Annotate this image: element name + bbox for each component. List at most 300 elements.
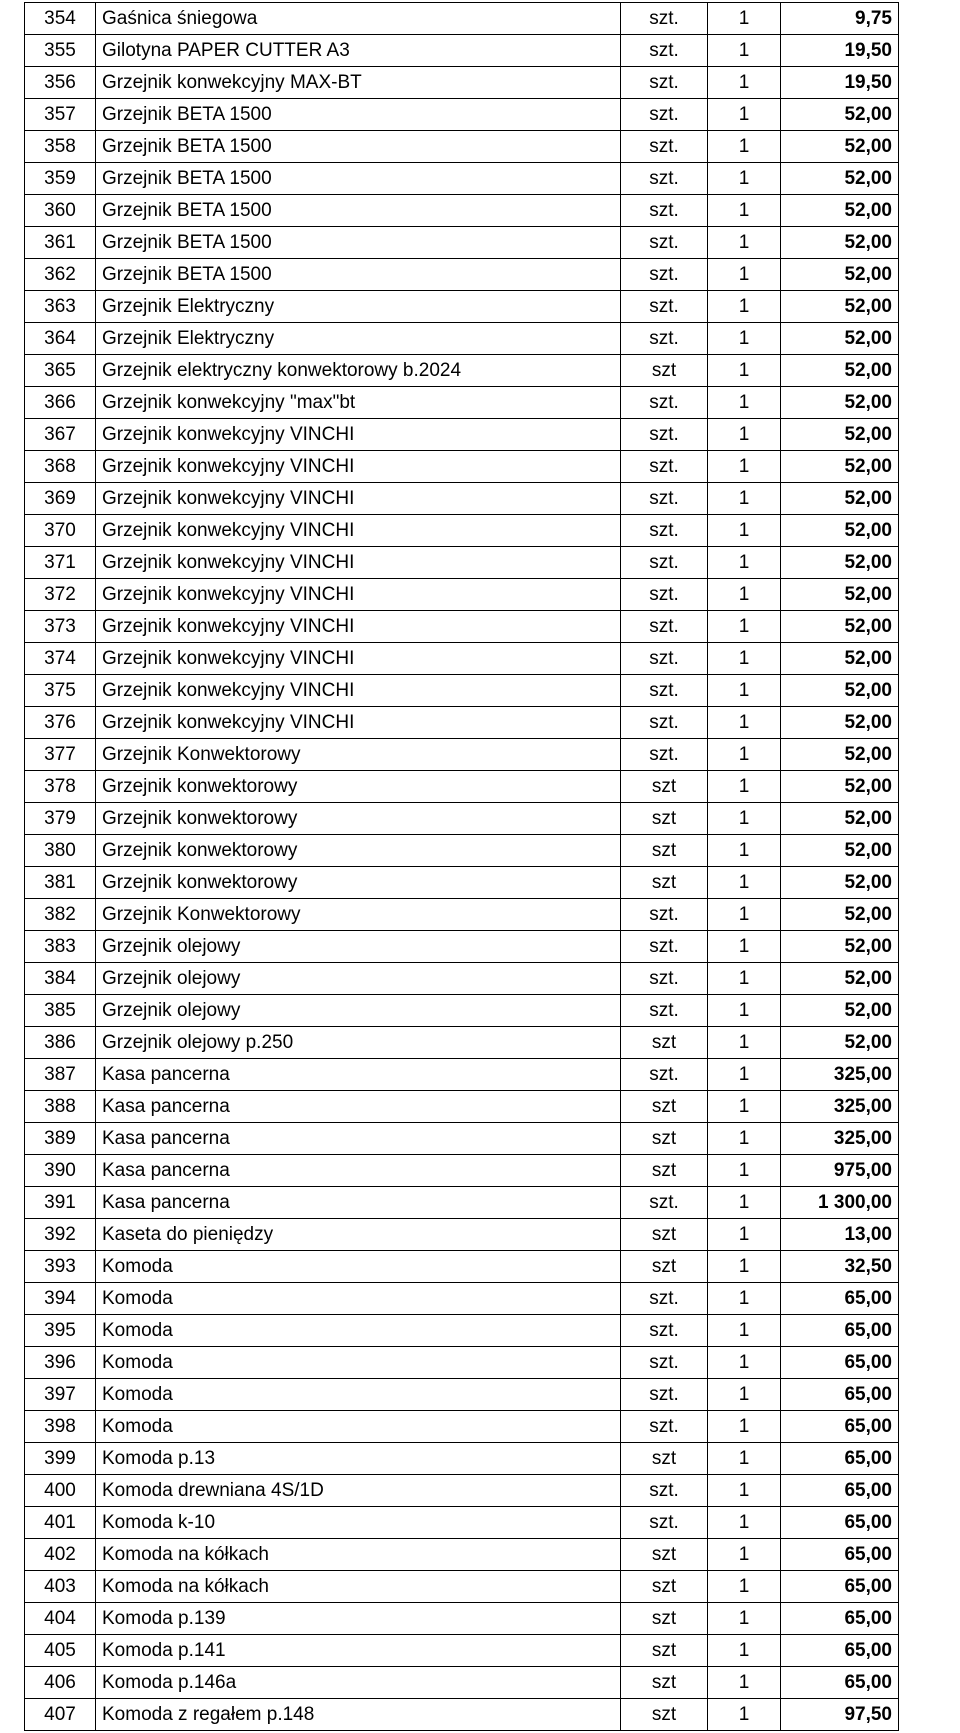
item-name: Grzejnik konwekcyjny VINCHI [96,707,621,739]
value-cell: 325,00 [781,1123,899,1155]
item-name: Grzejnik konwekcyjny "max"bt [96,387,621,419]
table-row [25,707,899,739]
value-cell: 52,00 [781,611,899,643]
item-name: Komoda p.139 [96,1603,621,1635]
row-number: 356 [25,67,96,99]
row-number: 393 [25,1251,96,1283]
unit-cell: szt. [621,451,708,483]
row-number: 361 [25,227,96,259]
row-number: 381 [25,867,96,899]
quantity-cell: 1 [708,1155,781,1187]
table-row [25,3,899,35]
item-name: Grzejnik konwekcyjny VINCHI [96,675,621,707]
table-row [25,547,899,579]
unit-cell: szt. [621,931,708,963]
row-number: 354 [25,3,96,35]
quantity-cell: 1 [708,835,781,867]
value-cell: 19,50 [781,67,899,99]
quantity-cell: 1 [708,771,781,803]
quantity-cell: 1 [708,3,781,35]
item-name: Komoda drewniana 4S/1D [96,1475,621,1507]
quantity-cell: 1 [708,739,781,771]
item-name: Gilotyna PAPER CUTTER A3 [96,35,621,67]
item-name: Grzejnik konwekcyjny MAX-BT [96,67,621,99]
row-number: 390 [25,1155,96,1187]
quantity-cell: 1 [708,323,781,355]
row-number: 371 [25,547,96,579]
quantity-cell: 1 [708,291,781,323]
quantity-cell: 1 [708,35,781,67]
quantity-cell: 1 [708,67,781,99]
row-number: 395 [25,1315,96,1347]
quantity-cell: 1 [708,707,781,739]
row-number: 397 [25,1379,96,1411]
item-name: Grzejnik konwekcyjny VINCHI [96,547,621,579]
quantity-cell: 1 [708,1539,781,1571]
item-name: Grzejnik elektryczny konwektorowy b.2024 [96,355,621,387]
table-row [25,483,899,515]
item-name: Komoda [96,1379,621,1411]
row-number: 374 [25,643,96,675]
table-row [25,1219,899,1251]
quantity-cell: 1 [708,1699,781,1731]
value-cell: 52,00 [781,867,899,899]
unit-cell: szt [621,835,708,867]
item-name: Grzejnik olejowy [96,995,621,1027]
value-cell: 52,00 [781,419,899,451]
quantity-cell: 1 [708,483,781,515]
item-name: Grzejnik konwekcyjny VINCHI [96,611,621,643]
value-cell: 52,00 [781,227,899,259]
quantity-cell: 1 [708,1443,781,1475]
row-number: 400 [25,1475,96,1507]
quantity-cell: 1 [708,1507,781,1539]
unit-cell: szt. [621,67,708,99]
row-number: 399 [25,1443,96,1475]
quantity-cell: 1 [708,515,781,547]
unit-cell: szt. [621,99,708,131]
unit-cell: szt [621,1539,708,1571]
value-cell: 97,50 [781,1699,899,1731]
unit-cell: szt. [621,1411,708,1443]
value-cell: 65,00 [781,1379,899,1411]
quantity-cell: 1 [708,195,781,227]
table-row [25,1571,899,1603]
unit-cell: szt [621,1571,708,1603]
value-cell: 52,00 [781,995,899,1027]
value-cell: 65,00 [781,1411,899,1443]
row-number: 369 [25,483,96,515]
table-row [25,867,899,899]
item-name: Komoda p.141 [96,1635,621,1667]
quantity-cell: 1 [708,1123,781,1155]
value-cell: 9,75 [781,3,899,35]
value-cell: 52,00 [781,291,899,323]
unit-cell: szt. [621,35,708,67]
quantity-cell: 1 [708,1347,781,1379]
value-cell: 13,00 [781,1219,899,1251]
table-row [25,1251,899,1283]
item-name: Grzejnik konwekcyjny VINCHI [96,643,621,675]
unit-cell: szt. [621,707,708,739]
row-number: 384 [25,963,96,995]
quantity-cell: 1 [708,1475,781,1507]
unit-cell: szt. [621,163,708,195]
item-name: Kasa pancerna [96,1123,621,1155]
table-row [25,1411,899,1443]
value-cell: 52,00 [781,739,899,771]
table-row [25,1283,899,1315]
item-name: Komoda p.146a [96,1667,621,1699]
quantity-cell: 1 [708,451,781,483]
quantity-cell: 1 [708,1251,781,1283]
value-cell: 52,00 [781,579,899,611]
item-name: Komoda [96,1347,621,1379]
value-cell: 52,00 [781,355,899,387]
unit-cell: szt [621,771,708,803]
table-row [25,515,899,547]
table-row [25,995,899,1027]
value-cell: 65,00 [781,1539,899,1571]
row-number: 375 [25,675,96,707]
item-name: Grzejnik konwekcyjny VINCHI [96,419,621,451]
quantity-cell: 1 [708,1411,781,1443]
quantity-cell: 1 [708,99,781,131]
unit-cell: szt [621,1667,708,1699]
value-cell: 52,00 [781,323,899,355]
unit-cell: szt. [621,483,708,515]
row-number: 385 [25,995,96,1027]
quantity-cell: 1 [708,1219,781,1251]
unit-cell: szt. [621,643,708,675]
item-name: Komoda na kółkach [96,1571,621,1603]
value-cell: 65,00 [781,1443,899,1475]
table-row [25,1091,899,1123]
row-number: 404 [25,1603,96,1635]
quantity-cell: 1 [708,675,781,707]
unit-cell: szt [621,1603,708,1635]
quantity-cell: 1 [708,163,781,195]
table-row [25,1059,899,1091]
value-cell: 52,00 [781,643,899,675]
table-row [25,1667,899,1699]
unit-cell: szt. [621,1283,708,1315]
table-row [25,259,899,291]
unit-cell: szt. [621,739,708,771]
unit-cell: szt. [621,419,708,451]
unit-cell: szt. [621,195,708,227]
value-cell: 52,00 [781,1027,899,1059]
item-name: Grzejnik BETA 1500 [96,195,621,227]
quantity-cell: 1 [708,1315,781,1347]
row-number: 394 [25,1283,96,1315]
table-row [25,387,899,419]
row-number: 388 [25,1091,96,1123]
item-name: Komoda k-10 [96,1507,621,1539]
row-number: 376 [25,707,96,739]
table-row [25,1507,899,1539]
item-name: Kasa pancerna [96,1187,621,1219]
item-name: Gaśnica śniegowa [96,3,621,35]
table-row [25,451,899,483]
quantity-cell: 1 [708,1635,781,1667]
unit-cell: szt. [621,3,708,35]
item-name: Kasa pancerna [96,1059,621,1091]
row-number: 382 [25,899,96,931]
item-name: Grzejnik konwektorowy [96,803,621,835]
value-cell: 52,00 [781,707,899,739]
table-row [25,1635,899,1667]
value-cell: 32,50 [781,1251,899,1283]
row-number: 355 [25,35,96,67]
item-name: Grzejnik Elektryczny [96,291,621,323]
table-row [25,675,899,707]
row-number: 380 [25,835,96,867]
item-name: Grzejnik konwekcyjny VINCHI [96,515,621,547]
table-row [25,323,899,355]
item-name: Grzejnik BETA 1500 [96,99,621,131]
row-number: 405 [25,1635,96,1667]
unit-cell: szt [621,1251,708,1283]
value-cell: 52,00 [781,99,899,131]
table-row [25,899,899,931]
item-name: Grzejnik konwekcyjny VINCHI [96,483,621,515]
value-cell: 52,00 [781,803,899,835]
row-number: 402 [25,1539,96,1571]
table-row [25,1123,899,1155]
table-row [25,963,899,995]
item-name: Grzejnik Konwektorowy [96,739,621,771]
value-cell: 52,00 [781,931,899,963]
item-name: Grzejnik olejowy [96,931,621,963]
unit-cell: szt. [621,515,708,547]
unit-cell: szt. [621,611,708,643]
item-name: Grzejnik konwektorowy [96,867,621,899]
value-cell: 52,00 [781,131,899,163]
unit-cell: szt [621,803,708,835]
unit-cell: szt. [621,963,708,995]
item-name: Kaseta do pieniędzy [96,1219,621,1251]
value-cell: 65,00 [781,1635,899,1667]
value-cell: 52,00 [781,163,899,195]
row-number: 387 [25,1059,96,1091]
value-cell: 52,00 [781,963,899,995]
value-cell: 975,00 [781,1155,899,1187]
value-cell: 65,00 [781,1283,899,1315]
row-number: 363 [25,291,96,323]
row-number: 368 [25,451,96,483]
item-name: Grzejnik olejowy p.250 [96,1027,621,1059]
item-name: Kasa pancerna [96,1155,621,1187]
unit-cell: szt [621,1219,708,1251]
item-name: Grzejnik Elektryczny [96,323,621,355]
item-name: Komoda [96,1251,621,1283]
value-cell: 325,00 [781,1091,899,1123]
quantity-cell: 1 [708,131,781,163]
item-name: Grzejnik konwektorowy [96,835,621,867]
value-cell: 52,00 [781,195,899,227]
value-cell: 1 300,00 [781,1187,899,1219]
row-number: 386 [25,1027,96,1059]
table-row [25,1027,899,1059]
table-row [25,643,899,675]
row-number: 389 [25,1123,96,1155]
row-number: 367 [25,419,96,451]
unit-cell: szt. [621,1059,708,1091]
table-row [25,1187,899,1219]
row-number: 377 [25,739,96,771]
quantity-cell: 1 [708,1283,781,1315]
unit-cell: szt [621,1027,708,1059]
item-name: Komoda [96,1315,621,1347]
table-row [25,835,899,867]
value-cell: 65,00 [781,1315,899,1347]
item-name: Grzejnik BETA 1500 [96,227,621,259]
table-row [25,931,899,963]
value-cell: 52,00 [781,483,899,515]
unit-cell: szt. [621,259,708,291]
row-number: 372 [25,579,96,611]
row-number: 357 [25,99,96,131]
value-cell: 65,00 [781,1475,899,1507]
unit-cell: szt. [621,1347,708,1379]
quantity-cell: 1 [708,931,781,963]
quantity-cell: 1 [708,1091,781,1123]
quantity-cell: 1 [708,995,781,1027]
table-row [25,739,899,771]
table-row [25,35,899,67]
quantity-cell: 1 [708,1059,781,1091]
table-row [25,1539,899,1571]
quantity-cell: 1 [708,643,781,675]
table-row [25,771,899,803]
unit-cell: szt. [621,131,708,163]
quantity-cell: 1 [708,1603,781,1635]
item-name: Grzejnik BETA 1500 [96,163,621,195]
unit-cell: szt. [621,579,708,611]
table-row [25,1475,899,1507]
item-name: Kasa pancerna [96,1091,621,1123]
table-row [25,1347,899,1379]
quantity-cell: 1 [708,867,781,899]
table-row [25,1315,899,1347]
unit-cell: szt. [621,1379,708,1411]
row-number: 392 [25,1219,96,1251]
table-row [25,1699,899,1731]
unit-cell: szt [621,867,708,899]
row-number: 396 [25,1347,96,1379]
quantity-cell: 1 [708,355,781,387]
quantity-cell: 1 [708,899,781,931]
table-row [25,1379,899,1411]
table-row [25,579,899,611]
inventory-table [24,2,899,1731]
row-number: 365 [25,355,96,387]
row-number: 370 [25,515,96,547]
unit-cell: szt. [621,387,708,419]
quantity-cell: 1 [708,1667,781,1699]
table-row [25,195,899,227]
table-row [25,355,899,387]
row-number: 373 [25,611,96,643]
unit-cell: szt [621,1443,708,1475]
value-cell: 52,00 [781,899,899,931]
unit-cell: szt. [621,1475,708,1507]
unit-cell: szt. [621,675,708,707]
quantity-cell: 1 [708,227,781,259]
item-name: Komoda [96,1283,621,1315]
value-cell: 52,00 [781,451,899,483]
quantity-cell: 1 [708,547,781,579]
value-cell: 65,00 [781,1667,899,1699]
value-cell: 65,00 [781,1507,899,1539]
item-name: Komoda z regałem p.148 [96,1699,621,1731]
quantity-cell: 1 [708,1571,781,1603]
table-row [25,611,899,643]
unit-cell: szt [621,1091,708,1123]
quantity-cell: 1 [708,259,781,291]
row-number: 359 [25,163,96,195]
value-cell: 325,00 [781,1059,899,1091]
value-cell: 52,00 [781,675,899,707]
value-cell: 52,00 [781,259,899,291]
quantity-cell: 1 [708,1187,781,1219]
quantity-cell: 1 [708,803,781,835]
quantity-cell: 1 [708,963,781,995]
unit-cell: szt. [621,1187,708,1219]
value-cell: 65,00 [781,1603,899,1635]
unit-cell: szt. [621,323,708,355]
quantity-cell: 1 [708,419,781,451]
row-number: 379 [25,803,96,835]
value-cell: 52,00 [781,547,899,579]
value-cell: 52,00 [781,835,899,867]
unit-cell: szt [621,1699,708,1731]
table-row [25,1603,899,1635]
table-row [25,1155,899,1187]
unit-cell: szt. [621,1507,708,1539]
row-number: 364 [25,323,96,355]
row-number: 378 [25,771,96,803]
quantity-cell: 1 [708,1379,781,1411]
item-name: Grzejnik konwekcyjny VINCHI [96,579,621,611]
row-number: 407 [25,1699,96,1731]
item-name: Grzejnik konwektorowy [96,771,621,803]
table-row [25,227,899,259]
unit-cell: szt. [621,227,708,259]
value-cell: 19,50 [781,35,899,67]
item-name: Grzejnik Konwektorowy [96,899,621,931]
unit-cell: szt [621,1155,708,1187]
table-row [25,67,899,99]
row-number: 406 [25,1667,96,1699]
item-name: Komoda [96,1411,621,1443]
unit-cell: szt. [621,291,708,323]
value-cell: 52,00 [781,387,899,419]
unit-cell: szt. [621,1315,708,1347]
table-row [25,1443,899,1475]
item-name: Grzejnik BETA 1500 [96,131,621,163]
unit-cell: szt [621,1635,708,1667]
item-name: Komoda p.13 [96,1443,621,1475]
value-cell: 52,00 [781,515,899,547]
unit-cell: szt [621,355,708,387]
unit-cell: szt. [621,995,708,1027]
table-row [25,803,899,835]
table-row [25,419,899,451]
row-number: 403 [25,1571,96,1603]
row-number: 360 [25,195,96,227]
